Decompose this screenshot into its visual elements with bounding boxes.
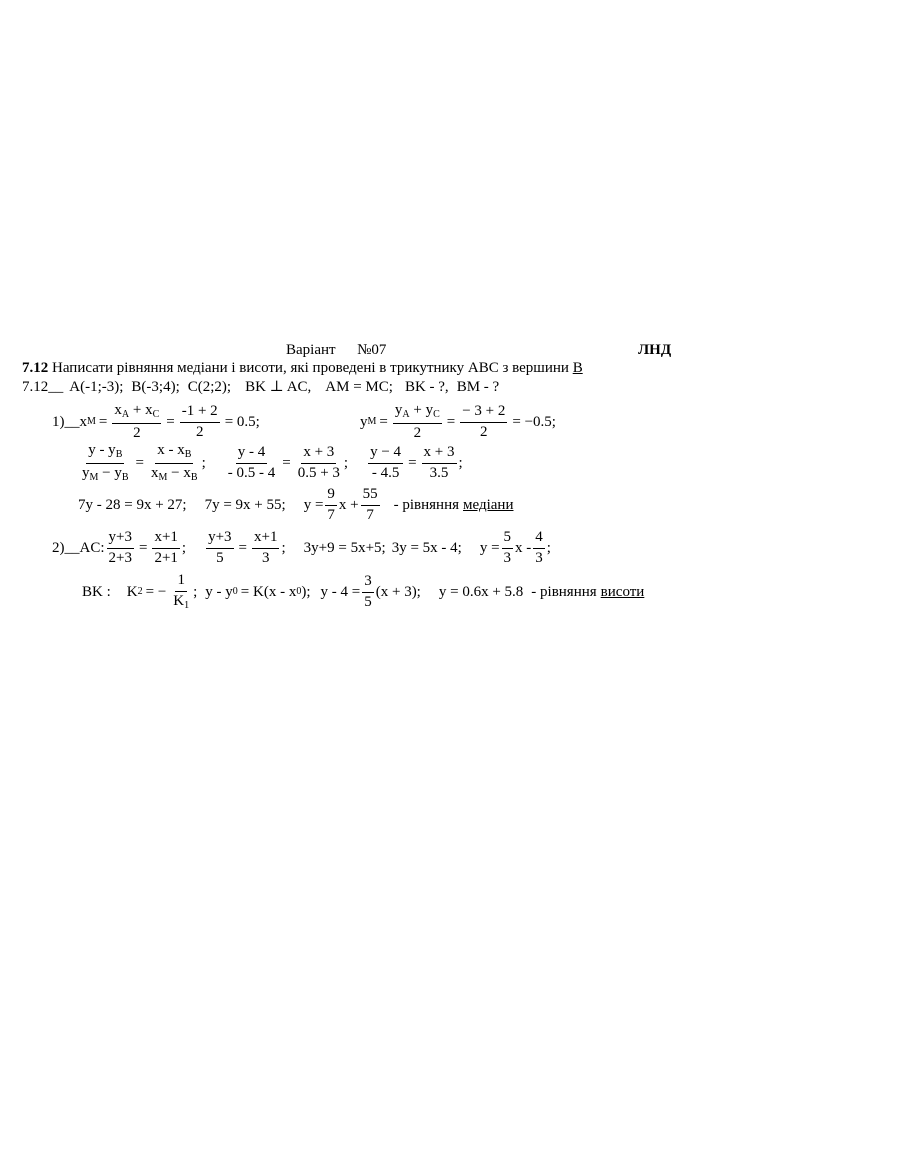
semicolon: ; bbox=[281, 539, 286, 556]
bk-slope bbox=[362, 574, 374, 611]
step1-midpoint-x bbox=[52, 403, 260, 441]
a2-den: 2+1 bbox=[154, 549, 178, 566]
point-slope-a: y - y bbox=[205, 583, 233, 600]
ym-result: = −0.5; bbox=[512, 413, 556, 430]
condition-perpendicular: BK ⊥ AC, bbox=[245, 379, 312, 395]
f1-num: y - y bbox=[88, 442, 116, 458]
f2-den: x bbox=[151, 464, 159, 481]
median-eq1: 7y - 28 = 9x + 27; bbox=[78, 496, 187, 513]
f2-den2-sub: B bbox=[190, 471, 198, 483]
ac-x: x - bbox=[515, 539, 532, 556]
median-x: x + bbox=[338, 496, 359, 513]
equals-sign: = bbox=[135, 454, 145, 471]
b2-den: 3 bbox=[262, 549, 270, 566]
f1-num-sub: B bbox=[115, 449, 123, 460]
f5-num: y − 4 bbox=[368, 445, 403, 464]
f1-den2: − y bbox=[102, 464, 122, 481]
condition-median: AM = MC; bbox=[325, 379, 393, 395]
ac-fraction-y2 bbox=[206, 530, 233, 567]
f1-den: y bbox=[82, 464, 90, 481]
yc-symbol: + y bbox=[413, 402, 434, 418]
ac-intercept-num: 4 bbox=[533, 530, 545, 549]
f3-num: y - 4 bbox=[236, 445, 268, 464]
xm-values-numerator: -1 + 2 bbox=[180, 404, 220, 423]
a1-den: 2+3 bbox=[108, 549, 132, 566]
ac-slope-num: 5 bbox=[502, 530, 514, 549]
perp-slope-den: K bbox=[173, 592, 185, 609]
fraction-y-values bbox=[226, 445, 278, 482]
median-y: y = bbox=[303, 496, 324, 513]
equals-sign: = bbox=[138, 539, 148, 556]
a1-num: y+3 bbox=[107, 530, 134, 549]
f5-den: - 4.5 bbox=[371, 464, 400, 481]
equals-sign: = bbox=[238, 539, 248, 556]
xm-sub: M bbox=[87, 416, 96, 428]
ac-eq1: 3y+9 = 5x+5; bbox=[303, 539, 386, 556]
yc-sub: C bbox=[433, 409, 440, 420]
f1-den-sub: M bbox=[89, 471, 99, 483]
median-intercept bbox=[361, 487, 380, 524]
semicolon: ; bbox=[201, 454, 206, 471]
ac-fraction-x bbox=[152, 530, 179, 567]
step2-label: 2)__AC: bbox=[52, 539, 105, 556]
xc-sub: C bbox=[152, 409, 160, 420]
bk-slope-den: 5 bbox=[364, 593, 372, 610]
semicolon: ; bbox=[193, 583, 198, 600]
f2-den2: − x bbox=[171, 464, 191, 481]
fraction-x bbox=[149, 443, 200, 483]
question-bm: BM - ? bbox=[456, 379, 500, 395]
k2-symbol: K bbox=[126, 583, 138, 600]
median-slope-den: 7 bbox=[327, 506, 335, 523]
k2-sub: 2 bbox=[137, 586, 143, 598]
given-blank: __ bbox=[48, 379, 64, 395]
ac-eq2: 3y = 5x - 4; bbox=[391, 539, 462, 556]
f3-den: - 0.5 - 4 bbox=[227, 464, 276, 481]
given-line bbox=[22, 380, 499, 395]
step1-line-equation bbox=[78, 443, 463, 483]
perp-slope-den-sub: 1 bbox=[184, 599, 190, 611]
median-eq2: 7y = 9x + 55; bbox=[204, 496, 286, 513]
semicolon: ; bbox=[181, 539, 187, 556]
step2-ac-equation bbox=[52, 530, 551, 567]
f6-num: x + 3 bbox=[422, 445, 457, 464]
median-slope bbox=[325, 487, 337, 524]
ym-symbol: y bbox=[360, 413, 368, 430]
f2-num-sub: B bbox=[184, 449, 192, 460]
point-slope-b: = K(x - x bbox=[240, 583, 297, 600]
author-initials: ЛНД bbox=[638, 342, 672, 358]
fraction-y-simplified bbox=[368, 445, 403, 482]
ym-values-numerator: − 3 + 2 bbox=[460, 404, 507, 423]
f1-den2-sub: B bbox=[121, 471, 129, 483]
question-bk: BK - ?, bbox=[404, 379, 449, 395]
point-slope-c: ); bbox=[301, 583, 311, 600]
f6-den: 3.5 bbox=[429, 464, 449, 481]
equals-sign: = bbox=[98, 413, 108, 430]
f4-den: 0.5 + 3 bbox=[297, 464, 340, 481]
point-b: B(-3;4); bbox=[131, 379, 180, 395]
step1-label: 1)__ bbox=[52, 413, 80, 430]
ym-fraction bbox=[393, 403, 442, 441]
step1-median-result bbox=[78, 487, 513, 524]
fraction-x-simplified bbox=[422, 445, 457, 482]
ya-symbol: y bbox=[394, 402, 403, 418]
xa-sub: A bbox=[121, 409, 130, 420]
ym-fraction-values bbox=[460, 404, 507, 441]
ym-sub: M bbox=[367, 416, 377, 428]
median-intercept-num: 55 bbox=[361, 487, 380, 506]
height-result-text: - рівняння bbox=[531, 583, 597, 600]
height-equation: y = 0.6x + 5.8 bbox=[438, 583, 524, 600]
xc-symbol: + x bbox=[132, 402, 153, 418]
point-slope-sub2: 0 bbox=[296, 586, 302, 598]
median-intercept-den: 7 bbox=[366, 506, 374, 523]
bk-slope-num: 3 bbox=[362, 574, 374, 593]
bk-sub-b: (x + 3); bbox=[375, 583, 421, 600]
ac-fraction-x2 bbox=[252, 530, 279, 567]
equals-sign: = bbox=[282, 454, 291, 471]
task-text: Написати рівняння медіани і висоти, які проведені в трикутнику АВС з вершини bbox=[52, 360, 569, 376]
ac-intercept-den: 3 bbox=[535, 549, 543, 566]
ym-denominator: 2 bbox=[413, 424, 422, 441]
ac-fraction-y bbox=[107, 530, 134, 567]
ya-sub: A bbox=[402, 409, 410, 420]
xm-result: = 0.5; bbox=[224, 413, 260, 430]
ac-y: y = bbox=[479, 539, 500, 556]
variant-number: №07 bbox=[357, 342, 387, 358]
equals-sign: = bbox=[379, 413, 388, 430]
ac-slope bbox=[502, 530, 514, 567]
a2-num: x+1 bbox=[152, 530, 179, 549]
semicolon: ; bbox=[343, 454, 349, 471]
b1-num: y+3 bbox=[206, 530, 233, 549]
bk-label: BK : bbox=[82, 583, 111, 600]
ym-values-denominator: 2 bbox=[480, 423, 488, 440]
median-slope-num: 9 bbox=[325, 487, 337, 506]
task-number: 7.12 bbox=[22, 360, 49, 376]
b1-den: 5 bbox=[216, 549, 224, 566]
xa-symbol: x bbox=[114, 402, 122, 418]
semicolon: ; bbox=[458, 454, 463, 471]
step2-bk-equation bbox=[82, 573, 644, 611]
ac-slope-den: 3 bbox=[503, 549, 512, 566]
bk-sub-a: y - 4 = bbox=[320, 583, 361, 600]
median-result-text: - рівняння bbox=[393, 496, 460, 513]
xm-symbol: x bbox=[79, 413, 87, 430]
fraction-y bbox=[80, 443, 131, 483]
k2-equals: = − bbox=[145, 583, 167, 600]
height-result-word: висоти bbox=[600, 583, 645, 600]
point-a: A(-1;-3); bbox=[69, 379, 124, 395]
xm-denominator: 2 bbox=[133, 424, 141, 441]
ac-intercept bbox=[533, 530, 545, 567]
f2-num: x - x bbox=[157, 442, 185, 458]
xm-fraction bbox=[112, 403, 161, 441]
fraction-x-values bbox=[296, 445, 342, 482]
semicolon: ; bbox=[546, 539, 551, 556]
median-result-word: медіани bbox=[463, 496, 514, 513]
given-number: 7.12 bbox=[22, 379, 49, 395]
equals-sign: = bbox=[166, 413, 175, 430]
perpendicular-slope bbox=[171, 573, 191, 611]
equals-sign: = bbox=[446, 413, 456, 430]
xm-fraction-values bbox=[180, 404, 220, 441]
equals-sign: = bbox=[408, 454, 417, 471]
xm-values-denominator: 2 bbox=[195, 423, 204, 440]
point-slope-sub: 0 bbox=[232, 586, 238, 598]
variant-word: Варіант bbox=[286, 342, 336, 358]
task-statement bbox=[22, 361, 583, 376]
f2-den-sub: M bbox=[158, 471, 168, 483]
point-c: C(2;2); bbox=[187, 379, 232, 395]
f4-num: x + 3 bbox=[301, 445, 336, 464]
perp-slope-num: 1 bbox=[175, 573, 187, 592]
b2-num: x+1 bbox=[252, 530, 279, 549]
step1-midpoint-y bbox=[360, 403, 556, 441]
task-vertex: В bbox=[572, 360, 583, 376]
variant-label bbox=[286, 343, 386, 358]
